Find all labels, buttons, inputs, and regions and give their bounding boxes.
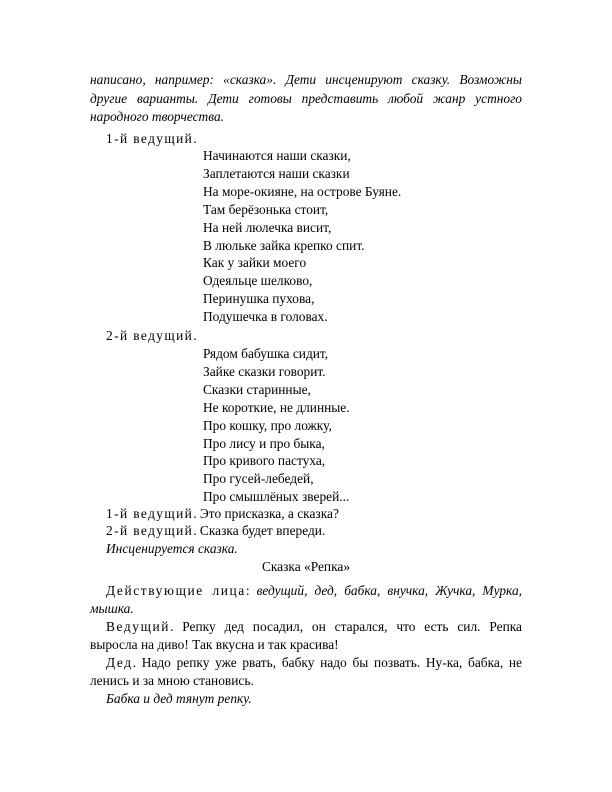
speaker-name: 1-й ведущий	[106, 131, 194, 146]
verse-block-1	[203, 147, 401, 326]
grandfather-paragraph: Дед. Надо репку уже рвать, бабку надо бы позвать. Ну-ка, бабка, не ленись и за мною становись.	[90, 655, 522, 688]
verse-line: Как у зайки моего	[203, 255, 307, 271]
verse-line: Заплетаются наши сказки	[203, 165, 350, 181]
verse-line: Про смышлёных зверей...	[203, 489, 350, 505]
stage-direction-2: Бабка и дед тянут репку.	[106, 691, 252, 706]
verse-line: Одеяльце шелково,	[203, 273, 313, 289]
speaker-name: 1-й ведущий	[106, 506, 194, 521]
verse-line: Про кошку, про ложку,	[203, 417, 332, 433]
verse-line: Там берёзонька стоит,	[203, 201, 329, 217]
speaker-name: Ведущий	[106, 619, 171, 634]
verse-line: Сказки старинные,	[203, 381, 311, 397]
speaker-name: 2-й ведущий	[106, 523, 194, 538]
verse-line: На море-окияне, на острове Буяне.	[203, 183, 402, 199]
verse-line: Подушечка в головах.	[203, 309, 328, 325]
verse-line: На ней люлечка висит,	[203, 219, 332, 235]
characters-list: ведущий, дед, бабка, внучка, Жучка, Мурка, мышка.	[90, 583, 523, 616]
speaker-name: 2-й ведущий	[106, 328, 194, 343]
characters-label: Действующие лица	[106, 583, 246, 598]
dialog-line-1: 1-й ведущий. Это присказка, а сказка?	[106, 506, 339, 521]
speaker-line-2: 2-й ведущий.	[106, 328, 197, 343]
dialog-line-2: 2-й ведущий. Сказка будет впереди.	[106, 523, 326, 538]
verse-line: В люльке зайка крепко спит.	[203, 237, 365, 253]
fairy-tale-title: Сказка «Репка»	[261, 559, 351, 574]
verse-block-2	[203, 345, 350, 506]
speaker-name: Дед	[106, 655, 133, 670]
verse-line: Про лису и про быка,	[203, 435, 325, 451]
intro-paragraph: написано, например: «сказка». Дети инсценируют сказку. Возможны другие варианты. Дети готовы представить любой жанр устного народного творчества.	[90, 72, 522, 124]
narrator-paragraph: Ведущий. Репку дед посадил, он старался, что есть сил. Репка выросла на диво! Так вкусна и так красива!	[90, 619, 522, 652]
verse-line: Рядом бабушка сидит,	[203, 346, 329, 361]
verse-line: Про кривого пастуха,	[203, 453, 326, 469]
verse-line: Зайке сказки говорит.	[203, 363, 326, 379]
stage-direction: Инсценируется сказка.	[106, 541, 238, 556]
verse-line: Начинаются наши сказки,	[203, 148, 351, 163]
speaker-line-1: 1-й ведущий.	[106, 131, 197, 146]
verse-line: Не короткие, не длинные.	[203, 399, 350, 415]
characters-paragraph: Действующие лица: ведущий, дед, бабка, внучка, Жучка, Мурка, мышка.	[90, 583, 523, 616]
verse-line: Перинушка пухова,	[203, 291, 315, 307]
verse-line: Про гусей-лебедей,	[203, 471, 314, 487]
